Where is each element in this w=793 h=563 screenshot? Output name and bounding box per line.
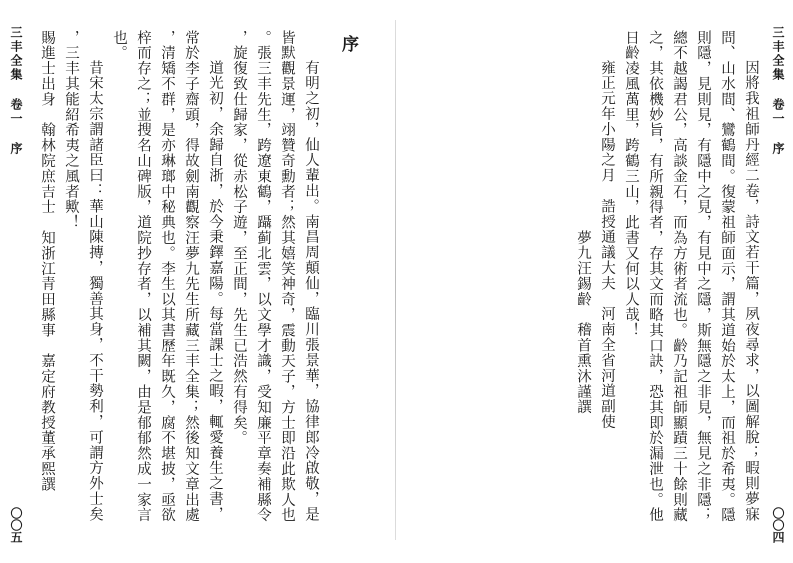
text-column: 因將我祖師丹經二卷，詩文若干篇，夙夜尋求，以圖解脫；暇則夢寐 [743,60,759,522]
preface-heading: 序 [338,35,358,52]
text-column: 皆默觀景運，翊贊奇勳者；然其嬉笑神奇，震動天子，方士即沿此欺人也 [279,30,295,523]
text-column: ，旋復致仕歸家，從赤松子遊，至正間，先生已浩然有得矣。 [231,30,247,446]
text-column: 之，其依機妙旨，有所親得者，存其文而略其口訣，恐其即於漏泄也。他 [647,30,663,523]
text-column: 常於李子齋頭，得故劍南觀察汪夢九先生所藏三丰全集；然後知文章出處 [183,30,199,523]
text-column: 梓而存之；並搜名山碑版，道院抄存者，以補其闕，由是郁郁然成一家言 [135,30,151,523]
text-column: 道光初，余歸自浙，於今秉鐸嘉陽。每當課士之暇，輒愛養生之書， [207,60,223,522]
page-number: 〇〇四 [771,507,785,543]
date-line: 雍正元年小陽之月 誥授通議大夫 河南全省河道副使 [599,60,615,430]
left-page [0,0,396,563]
signature-line: 夢九汪錫齡 稽首熏沐謹譔 [575,230,591,415]
running-head: 三丰全集 卷一 序 [9,26,23,156]
text-column: 則隱，見則見，有隱中之見，有見中之隱，斯無隱之非見，無見之非隱； [695,30,711,523]
right-page [396,0,793,563]
text-column: 問、山水間、鸞鶴間。復蒙祖師面示，謂其道始於太上，而祖於希夷。隱 [719,30,735,523]
text-column: 昔宋太宗謂諸臣曰：華山陳摶，獨善其身，不干勢利，可謂方外士矣 [87,60,103,522]
text-column: 。張三丰先生，跨遼東鶴，躡蓟北雲，以文學才識，受知廉平章奏補縣令 [255,30,271,523]
page-number: 〇〇五 [9,507,23,543]
text-column: 也。 [111,30,127,61]
running-head: 三丰全集 卷一 序 [771,26,785,156]
text-column: ，三丰其能紹希夷之風者歟！ [63,30,79,231]
text-column: 有明之初，仙人輩出。南昌周顛仙，臨川張景華，協律郎冷啟敬，是 [303,60,319,522]
text-column: 日齡凌風萬里，跨鶴三山，此書又何以人哉！ [623,30,639,338]
text-column: 總不越謁君公，高談金石，而為方術者流也。齡乃記祖師顯蹟三十餘則藏 [671,30,687,523]
text-column: 賜進士出身 翰林院庶吉士 知浙江青田縣事 嘉定府教授董承熙譔 [39,30,55,492]
text-column: ，清矯不群，是亦琳瑯中秘典也。李生以其書歷年既久，腐不堪披，亟欲 [159,30,175,523]
